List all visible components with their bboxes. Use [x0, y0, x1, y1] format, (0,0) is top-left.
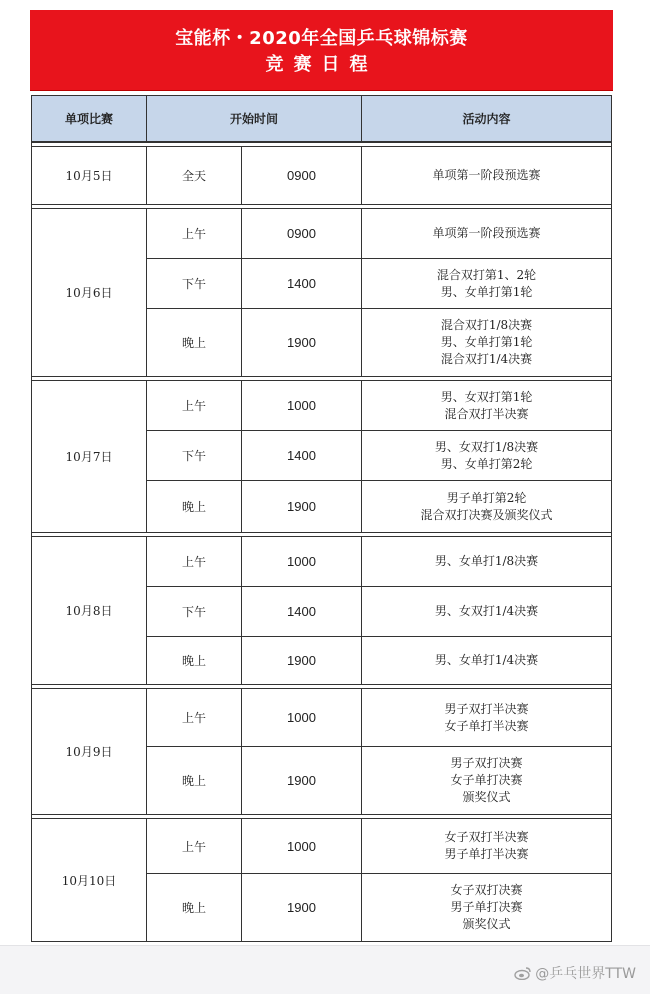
table-row — [32, 381, 612, 431]
period-cell: 上午 — [147, 537, 242, 587]
period-cell: 上午 — [147, 209, 242, 259]
activity-line: 男、女单打第1轮 — [440, 335, 533, 349]
period-cell: 晚上 — [147, 481, 242, 533]
table-row — [32, 147, 612, 205]
activity-line: 混合双打1/8决赛 — [440, 318, 533, 332]
activity-line: 颁奖仪式 — [462, 790, 511, 804]
activity-line: 男、女双打第1轮 — [440, 389, 533, 404]
banner-subtitle: 竞赛日程 — [265, 54, 378, 75]
time-cell: 1900 — [242, 747, 362, 815]
time-cell: 1900 — [242, 309, 362, 377]
activity-cell — [362, 209, 612, 259]
activity-line: 男、女双打1/4决赛 — [434, 604, 539, 618]
date-cell: 10月9日 — [32, 689, 147, 815]
header-event: 单项比赛 — [32, 96, 147, 143]
date-cell: 10月10日 — [32, 819, 147, 942]
activity-line: 女子单打决赛 — [450, 773, 523, 787]
period-cell: 下午 — [147, 259, 242, 309]
activity-line: 男子单打第2轮 — [446, 490, 527, 505]
activity-line: 男、女单打第1轮 — [440, 284, 533, 299]
time-cell: 1900 — [242, 874, 362, 942]
date-cell: 10月7日 — [32, 381, 147, 533]
period-cell: 上午 — [147, 819, 242, 874]
header-start-time: 开始时间 — [147, 96, 362, 143]
time-cell: 1000 — [242, 689, 362, 747]
activity-line: 单项第一阶段预选赛 — [432, 168, 541, 182]
activity-line: 女子单打半决赛 — [444, 718, 529, 733]
period-cell: 下午 — [147, 431, 242, 481]
table-row — [32, 209, 612, 259]
activity-line: 混合双打半决赛 — [444, 406, 529, 421]
period-cell: 全天 — [147, 147, 242, 205]
watermark-text: @乒乓世界TTW — [535, 966, 636, 982]
activity-line: 男子双打半决赛 — [444, 701, 529, 716]
date-cell: 10月5日 — [32, 147, 147, 205]
period-cell: 晚上 — [147, 874, 242, 942]
activity-line: 男、女单打1/4决赛 — [434, 653, 539, 667]
time-cell: 1900 — [242, 637, 362, 685]
activity-line: 男、女单打第2轮 — [440, 456, 533, 471]
activity-cell — [362, 381, 612, 431]
activity-cell — [362, 874, 612, 942]
time-cell: 1400 — [242, 431, 362, 481]
activity-line: 男子单打决赛 — [450, 900, 523, 914]
date-cell: 10月6日 — [32, 209, 147, 377]
activity-line: 男、女单打1/8决赛 — [434, 554, 539, 568]
activity-line: 单项第一阶段预选赛 — [432, 226, 541, 240]
time-cell: 1000 — [242, 819, 362, 874]
activity-cell — [362, 637, 612, 685]
activity-cell — [362, 309, 612, 377]
time-cell: 1400 — [242, 587, 362, 637]
table-row — [32, 537, 612, 587]
schedule-table — [31, 95, 612, 942]
time-cell: 0900 — [242, 147, 362, 205]
weibo-icon — [514, 966, 532, 980]
period-cell: 晚上 — [147, 309, 242, 377]
period-cell: 晚上 — [147, 747, 242, 815]
table-row — [32, 819, 612, 874]
period-cell: 上午 — [147, 689, 242, 747]
activity-cell — [362, 481, 612, 533]
watermark — [514, 963, 636, 983]
activity-line: 男子单打半决赛 — [444, 847, 529, 861]
activity-line: 女子双打半决赛 — [444, 830, 529, 844]
period-cell: 晚上 — [147, 637, 242, 685]
activity-line: 女子双打决赛 — [450, 883, 523, 897]
table-row — [32, 689, 612, 747]
header-activity: 活动内容 — [362, 96, 612, 143]
time-cell: 1000 — [242, 381, 362, 431]
activity-cell — [362, 587, 612, 637]
activity-cell — [362, 689, 612, 747]
activity-line: 混合双打1/4决赛 — [440, 352, 533, 366]
activity-cell — [362, 259, 612, 309]
period-cell: 上午 — [147, 381, 242, 431]
activity-cell — [362, 537, 612, 587]
activity-line: 颁奖仪式 — [462, 917, 511, 931]
activity-line: 混合双打第1、2轮 — [436, 267, 537, 282]
activity-line: 男、女双打1/8决赛 — [434, 439, 539, 454]
activity-line: 混合双打决赛及颁奖仪式 — [420, 507, 553, 522]
activity-cell — [362, 747, 612, 815]
activity-cell — [362, 819, 612, 874]
activity-cell — [362, 147, 612, 205]
time-cell: 1000 — [242, 537, 362, 587]
time-cell: 1400 — [242, 259, 362, 309]
table-header-row — [32, 96, 612, 143]
banner-title: 宝能杯・2020年全国乒乓球锦标赛 — [175, 28, 468, 49]
time-cell: 0900 — [242, 209, 362, 259]
period-cell: 下午 — [147, 587, 242, 637]
activity-line: 男子双打决赛 — [450, 756, 523, 770]
time-cell: 1900 — [242, 481, 362, 533]
date-cell: 10月8日 — [32, 537, 147, 685]
activity-cell — [362, 431, 612, 481]
title-banner — [30, 10, 613, 91]
